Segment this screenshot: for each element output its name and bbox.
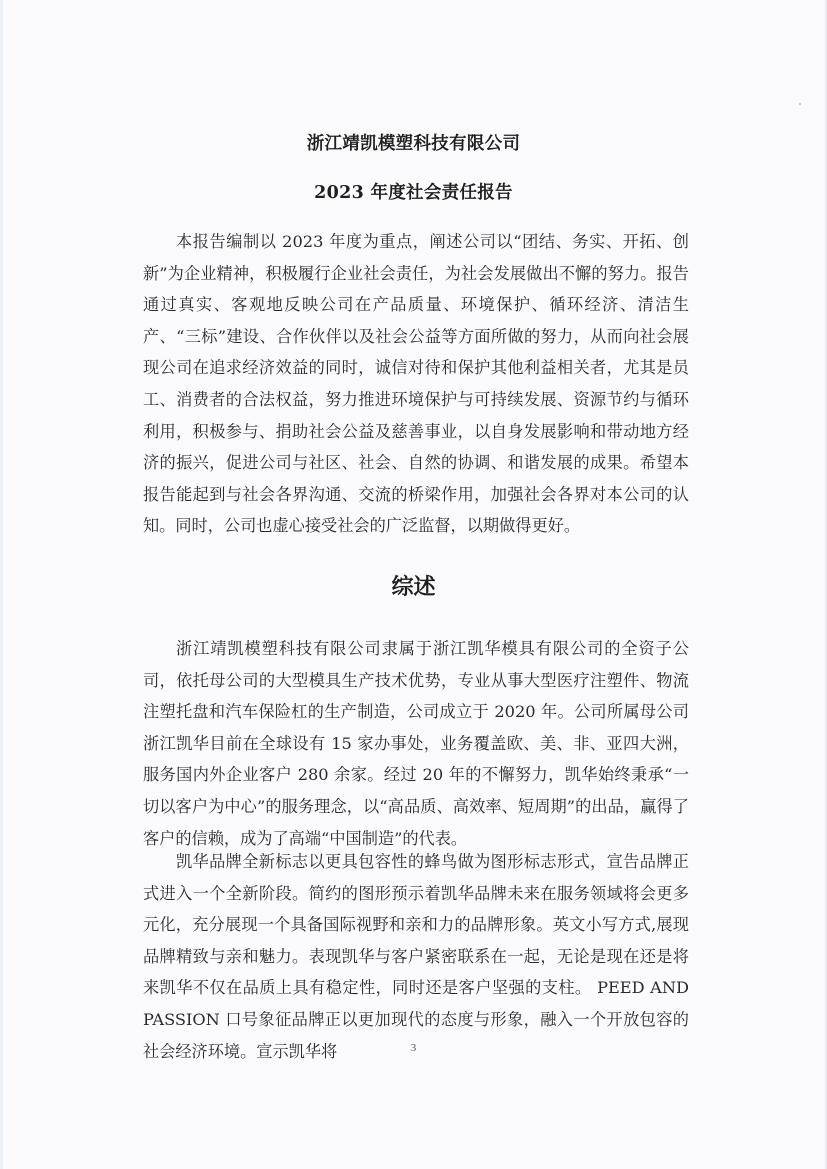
overview-paragraph-1: 浙江靖凯模塑科技有限公司隶属于浙江凯华模具有限公司的全资子公司，依托母公司的大型模具生产技术优势，专业从事大型医疗注塑件、物流注塑托盘和汽车保险杠的生产制造，公司成立于 2020 年。公司所属母公司浙江凯华目前在全球设有 15 家办事处，业务覆盖欧、美、非、亚四大洲，服务国内外企业客户 280 余家。经过 20 年的不懈努力，凯华始终秉承“一切以客户为中心”的服务理念，以“高品质、高效率、短周期”的出品，赢得了客户的信赖，成为了高端“中国制造”的代表。 — [143, 639, 689, 848]
report-title: 2023 年度社会责任报告 — [314, 183, 513, 203]
page-number: 3 — [410, 1042, 417, 1054]
section-heading-overview: 综述 — [391, 575, 436, 600]
company-title: 浙江靖凯模塑科技有限公司 — [306, 134, 521, 154]
overview-paragraph-2: 凯华品牌全新标志以更具包容性的蜂鸟做为图形标志形式，宣告品牌正式进入一个全新阶段。简约的图形预示着凯华品牌未来在服务领域将会更多元化，充分展现一个具备国际视野和亲和力的品牌形象。英文小写方式,展现品牌精致与亲和魅力。表现凯华与客户紧密联系在一起，无论是现在还是将来凯华不仅在品质上具有稳定性，同时还是客户坚强的支柱。 PEED AND PASSION 口号象征品牌正以更加现代的态度与形象，融入一个开放包容的社会经济环境。宣示凯华将 — [143, 852, 689, 1061]
scan-speck — [799, 103, 801, 105]
intro-paragraph: 本报告编制以 2023 年度为重点，阐述公司以“团结、务实、开拓、创新”为企业精神，积极履行企业社会责任，为社会发展做出不懈的努力。报告通过真实、客观地反映公司在产品质量、环境保护、循环经济、清洁生产、“三标”建设、合作伙伴以及社会公益等方面所做的努力，从而向社会展现公司在追求经济效益的同时，诚信对待和保护其他利益相关者，尤其是员工、消费者的合法权益，努力推进环境保护与可持续发展、资源节约与循环利用，积极参与、捐助社会公益及慈善事业，以自身发展影响和带动地方经济的振兴，促进公司与社区、社会、自然的协调、和谐发展的成果。希望本报告能起到与社会各界沟通、交流的桥梁作用，加强社会各界对本公司的认知。同时，公司也虚心接受社会的广泛监督，以期做得更好。 — [143, 232, 689, 536]
